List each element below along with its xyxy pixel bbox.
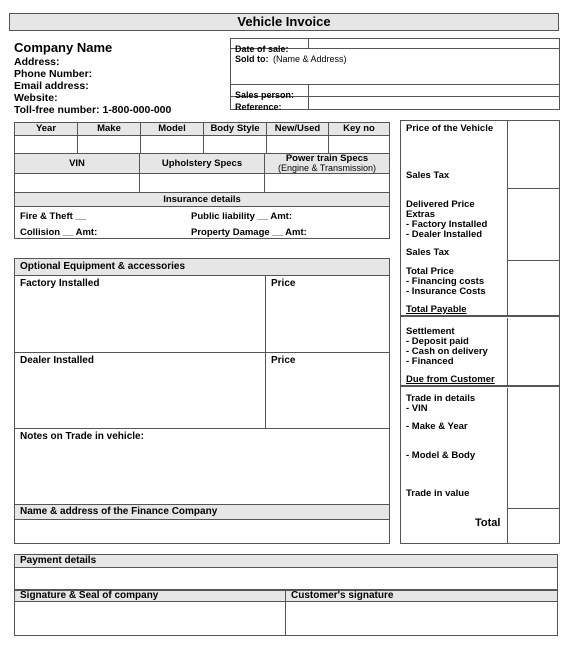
date-label-cell xyxy=(231,39,309,54)
upholstery-header: Upholstery Specs xyxy=(161,158,243,169)
insurance-header-cell xyxy=(15,193,389,207)
financed-label: - Financed xyxy=(406,356,454,367)
pricing-value-3[interactable] xyxy=(507,261,559,315)
trade-in-details-label: Trade in details xyxy=(406,393,476,404)
due-customer-label: Due from Customer xyxy=(406,374,495,385)
vin-field[interactable] xyxy=(15,174,140,193)
dealer-price-field[interactable] xyxy=(266,353,389,429)
payment-details-box xyxy=(14,554,558,590)
insurance-costs-label: - Insurance Costs xyxy=(406,286,486,297)
finance-company-field[interactable] xyxy=(15,520,389,543)
factory-installed-label: Factory Installed xyxy=(20,278,100,289)
header-year: Year xyxy=(35,123,57,134)
company-address: Address: xyxy=(14,56,60,68)
powertrain-header-cell xyxy=(265,154,389,174)
customer-signature-label: Customer's signature xyxy=(291,590,394,601)
company-name: Company Name xyxy=(14,40,113,55)
trade-in-notes-label: Notes on Trade in vehicle: xyxy=(20,431,144,442)
invoice-title-bar xyxy=(9,13,559,31)
settlement-label: Settlement xyxy=(406,326,455,337)
make-field[interactable] xyxy=(78,136,141,154)
sale-details-box xyxy=(230,38,560,110)
public-liability-label: Public liability __ Amt: xyxy=(191,211,293,222)
company-signature-label: Signature & Seal of company xyxy=(20,590,159,601)
finance-company-label: Name & address of the Finance Company xyxy=(20,506,218,517)
company-info xyxy=(14,40,224,116)
trade-in-notes-field[interactable] xyxy=(15,429,389,505)
trade-model-body-label: - Model & Body xyxy=(406,450,476,461)
equipment-header: Optional Equipment & accessories xyxy=(20,261,186,272)
header-new-used: New/Used xyxy=(274,123,321,134)
header-year-cell xyxy=(15,123,78,136)
total-label: Total xyxy=(475,517,501,529)
sold-to-field[interactable] xyxy=(231,49,560,84)
header-model: Model xyxy=(158,123,186,134)
price-vehicle-label: Price of the Vehicle xyxy=(406,123,494,134)
vin-header-cell xyxy=(15,154,140,174)
sold-to-label: Sold to: xyxy=(235,54,269,64)
header-key-no-cell xyxy=(329,123,389,136)
pricing-value-4[interactable] xyxy=(507,318,559,385)
customer-signature-field[interactable] xyxy=(286,602,557,635)
signatures-box xyxy=(14,590,558,636)
pricing-column xyxy=(400,120,560,544)
dealer-installed-field[interactable] xyxy=(15,353,266,429)
payment-details-label: Payment details xyxy=(20,555,97,566)
date-of-sale-field[interactable] xyxy=(309,39,560,49)
sales-person-label: Sales person: xyxy=(235,90,295,100)
reference-label-cell xyxy=(231,97,309,112)
year-field[interactable] xyxy=(15,136,78,154)
total-price-label: Total Price xyxy=(406,266,454,277)
factory-price-field[interactable] xyxy=(266,276,389,353)
total-payable-label: Total Payable xyxy=(406,304,467,315)
powertrain-subheader: (Engine & Transmission) xyxy=(277,163,377,173)
optional-equipment-box xyxy=(14,258,390,544)
payment-details-field[interactable] xyxy=(15,568,557,589)
new-used-field[interactable] xyxy=(267,136,329,154)
company-website: Website: xyxy=(14,92,58,104)
dealer-installed-label: Dealer Installed xyxy=(20,355,94,366)
financing-costs-label: - Financing costs xyxy=(406,276,485,287)
header-body-style: Body Style xyxy=(210,123,260,134)
company-tollfree: Toll-free number: 1-800-000-000 xyxy=(14,104,172,116)
sales-person-label-cell xyxy=(231,84,309,100)
sales-tax-2-label: Sales Tax xyxy=(406,247,450,258)
cash-delivery-label: - Cash on delivery xyxy=(406,346,488,357)
delivered-price-label: Delivered Price xyxy=(406,199,475,210)
date-of-sale-label: Date of sale: xyxy=(235,44,289,54)
dealer-price-label: Price xyxy=(271,355,296,366)
sold-to-hint: (Name & Address) xyxy=(272,54,347,64)
powertrain-header: Power train Specs xyxy=(285,153,369,164)
vin-header: VIN xyxy=(69,158,85,169)
insurance-header: Insurance details xyxy=(163,194,241,205)
payment-header-cell xyxy=(15,555,557,568)
key-no-field[interactable] xyxy=(329,136,389,154)
upholstery-field[interactable] xyxy=(140,174,265,193)
factory-price-label: Price xyxy=(271,278,296,289)
vehicle-details-table xyxy=(14,122,390,239)
pricing-value-5[interactable] xyxy=(507,388,559,509)
deposit-paid-label: - Deposit paid xyxy=(406,336,469,347)
equipment-header-cell xyxy=(15,259,389,276)
header-make: Make xyxy=(97,123,121,134)
property-damage-label: Property Damage __ Amt: xyxy=(191,227,307,238)
header-key-no: Key no xyxy=(343,123,375,134)
customer-signature-header-cell xyxy=(286,591,557,602)
header-model-cell xyxy=(141,123,204,136)
header-body-style-cell xyxy=(204,123,267,136)
model-field[interactable] xyxy=(141,136,204,154)
fire-theft-label: Fire & Theft __ xyxy=(20,211,86,222)
company-signature-field[interactable] xyxy=(15,602,286,635)
header-new-used-cell xyxy=(267,123,329,136)
pricing-value-1[interactable] xyxy=(507,121,559,189)
total-value-field[interactable] xyxy=(507,509,559,543)
company-signature-header-cell xyxy=(15,591,286,602)
powertrain-field[interactable] xyxy=(265,174,389,193)
header-make-cell xyxy=(78,123,141,136)
collision-label: Collision __ Amt: xyxy=(20,227,98,238)
body-style-field[interactable] xyxy=(204,136,267,154)
page-title: Vehicle Invoice xyxy=(237,14,331,29)
company-email: Email address: xyxy=(14,80,89,92)
trade-vin-label: - VIN xyxy=(406,403,428,414)
upholstery-header-cell xyxy=(140,154,265,174)
reference-field[interactable] xyxy=(309,97,560,109)
extras-label: Extras xyxy=(406,209,436,220)
sales-tax-label: Sales Tax xyxy=(406,170,450,181)
pricing-divider-1 xyxy=(401,315,559,317)
finance-company-header-cell xyxy=(15,505,389,520)
factory-installed-field[interactable] xyxy=(15,276,266,353)
company-phone: Phone Number: xyxy=(14,68,93,80)
reference-label: Reference: xyxy=(235,102,282,112)
trade-make-year-label: - Make & Year xyxy=(406,421,468,432)
extras-dealer-label: - Dealer Installed xyxy=(406,229,483,240)
pricing-divider-2 xyxy=(401,385,559,387)
pricing-value-2[interactable] xyxy=(507,189,559,261)
extras-factory-label: - Factory Installed xyxy=(406,219,488,230)
trade-in-value-label: Trade in value xyxy=(406,488,470,499)
sales-person-field[interactable] xyxy=(309,84,560,97)
